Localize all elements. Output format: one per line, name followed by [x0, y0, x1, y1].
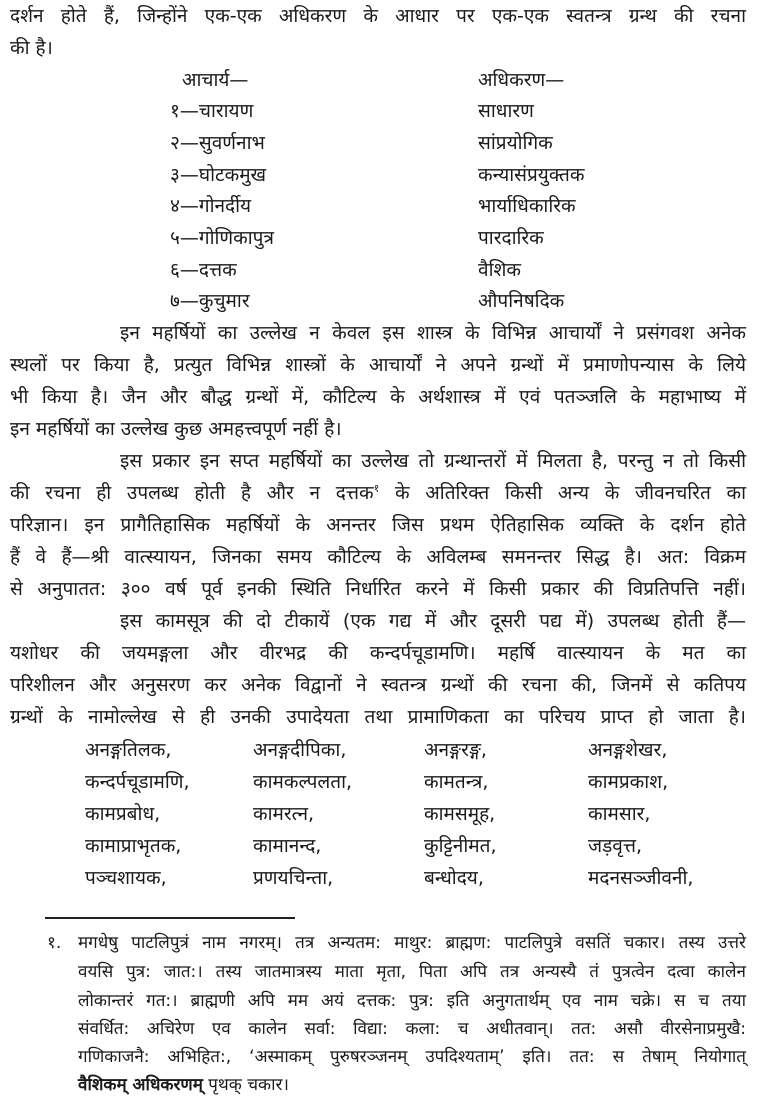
adhikarana-name: कन्यासंप्रयुक्तक — [478, 164, 585, 186]
book-title: कुट्टिनीमत, — [424, 835, 497, 857]
book-title: कामाप्राभृतक, — [85, 835, 182, 857]
book-title: कामानन्द, — [253, 835, 322, 857]
paragraph-line: भी किया है। जैन और बौद्ध ग्रन्थों में, कौटिल्य के अर्थशास्त्र में एवं पतञ्जलि के महाभाष्य में — [10, 386, 746, 408]
paragraph-line: इस प्रकार इन सप्त महर्षियों का उल्लेख तो ग्रन्थान्तरों में मिलता है, परन्तु न तो किसी — [120, 450, 746, 472]
book-title: कन्दर्पचूडामणि, — [85, 771, 190, 793]
book-title: बन्धोदय, — [424, 867, 484, 889]
book-title: कामतन्त्र, — [424, 771, 489, 793]
paragraph-line: ग्रन्थों के नामोल्लेख से ही उनकी उपादेयता तथा प्रामाणिकता का परिचय प्राप्त हो जाता है। — [10, 706, 746, 728]
text-segment: की रचना ही उपलब्ध होती है और न दत्तक — [10, 482, 374, 504]
footnote-number: १. — [47, 933, 62, 953]
book-title: अनङ्गशेखर, — [588, 739, 668, 761]
book-title: कामरत्न, — [253, 803, 315, 825]
book-title: कामसार, — [588, 803, 651, 825]
acharya-name: ७—कुचुमार — [170, 290, 250, 312]
book-title: प्रणयचिन्ता, — [253, 867, 334, 889]
adhikarana-name: सांप्रयोगिक — [478, 132, 553, 154]
adhikarana-name: औपनिषदिक — [478, 290, 565, 312]
adhikarana-name: भार्याधिकारिक — [478, 195, 576, 217]
intro-line-1: दर्शन होते हैं, जिन्होंने एक-एक अधिकरण के आधार पर एक-एक स्वतन्त्र ग्रन्थ की रचना — [10, 5, 746, 27]
footnote-last-line — [78, 1071, 746, 1099]
book-title: कामसमूह, — [424, 803, 496, 825]
book-title: अनङ्गरङ्ग, — [424, 739, 487, 761]
book-title: कामप्रकाश, — [588, 771, 669, 793]
header-acharya: आचार्य— — [182, 69, 249, 91]
adhikarana-name: साधारण — [478, 100, 534, 122]
intro-line-2: की है। — [10, 37, 53, 59]
acharya-name: १—चारायण — [170, 100, 254, 122]
paragraph-line: इस कामसूत्र की दो टीकायें (एक गद्य में और दूसरी पद्य में) उपलब्ध होती हैं— — [120, 610, 746, 632]
footnote-reference[interactable]: १ — [373, 482, 380, 495]
paragraph-line: इन महर्षियों का उल्लेख कुछ अमहत्त्वपूर्ण नहीं है। — [10, 418, 342, 440]
text-segment: के अतिरिक्त किसी अन्य के जीवनचरित का — [379, 482, 746, 504]
acharya-name: ३—घोटकमुख — [170, 164, 267, 186]
acharya-name: २—सुवर्णनाभ — [170, 132, 265, 154]
book-title: जड़वृत्त, — [588, 835, 642, 857]
acharya-name: ६—दत्तक — [170, 259, 237, 281]
paragraph-line: हैं वे हैं—श्री वात्स्यायन, जिनका समय कौटिल्य के अविलम्ब समनन्तर सिद्ध है। अत: विक्रम — [10, 546, 746, 568]
adhikarana-name: पारदारिक — [478, 227, 544, 249]
book-title: पञ्चशायक, — [85, 867, 167, 889]
footnote-line: वयसि पुत्र: जात:। तस्य जातमात्रस्य माता मृता, पिता अपि तत्र अन्यस्यै तं पुत्रत्वेन दत्वा कालेन — [78, 962, 746, 982]
footnote-line: लोकान्तरं गत:। ब्राह्मणी अपि मम अयं दत्तक: पुत्र: इति अनुगतार्थम् एव नाम चक्रे। स च तया — [78, 991, 746, 1011]
paragraph-line: स्थलों पर किया है, प्रत्युत विभिन्न शास्त्रों के आचार्यों ने अपने ग्रन्थों में प्रमाणोपन्यास के लिये — [10, 354, 746, 376]
acharya-name: ५—गोणिकापुत्र — [170, 227, 274, 249]
paragraph-line-with-footnote — [10, 478, 746, 508]
book-title: अनङ्गदीपिका, — [253, 739, 347, 761]
paragraph-line: यशोधर की जयमङ्गला और वीरभद्र की कन्दर्पचूडामणि। महर्षि वात्स्यायन के मत का — [10, 642, 746, 664]
footnote-line: संवर्धित: अचिरेण एव कालेन सर्वा: विद्या: कला: च अधीतवान्। तत: असौ वीरसेनाप्रमुखै: — [78, 1019, 746, 1039]
bold-term: वैशिकम् अधिकरणम् — [78, 1075, 203, 1095]
paragraph-line: से अनुपातत: ३०० वर्ष पूर्व इनकी स्थिति निर्धारित करने में किसी प्रकार की विप्रतिपत्ति नहीं। — [10, 578, 746, 600]
adhikarana-name: वैशिक — [478, 259, 521, 281]
paragraph-line: परिज्ञान। इन प्रागैतिहासिक महर्षियों के अनन्तर जिस प्रथम ऐतिहासिक व्यक्ति के दर्शन होते — [10, 514, 746, 536]
book-title: अनङ्गतिलक, — [85, 739, 172, 761]
footnote-line: मगधेषु पाटलिपुत्रं नाम नगरम्। तत्र अन्यतम: माथुर: ब्राह्मण: पाटलिपुत्रे वसतिं चकार। तस्य उत्तरे — [78, 933, 746, 953]
text-segment: पृथक् चकार। — [202, 1075, 289, 1095]
header-adhikarana: अधिकरण— — [478, 69, 565, 91]
acharya-name: ४—गोनर्दीय — [170, 195, 252, 217]
book-title: कामकल्पलता, — [253, 771, 353, 793]
footnote-line: गणिकाजनै: अभिहित:, ‘अस्माकम् पुरुषरञ्जनम् उपदिश्यताम्’ इति। तत: स तेषाम् नियोगात् — [78, 1047, 746, 1067]
footnote-separator — [45, 917, 295, 919]
book-title: मदनसञ्जीवनी, — [588, 867, 694, 889]
book-title: कामप्रबोध, — [85, 803, 161, 825]
paragraph-line: इन महर्षियों का उल्लेख न केवल इस शास्त्र के विभिन्न आचार्यों ने प्रसंगवश अनेक — [120, 322, 746, 344]
paragraph-line: परिशीलन और अनुसरण कर अनेक विद्वानों ने स्वतन्त्र ग्रन्थों की रचना की, जिनमें से कतिपय — [10, 674, 746, 696]
